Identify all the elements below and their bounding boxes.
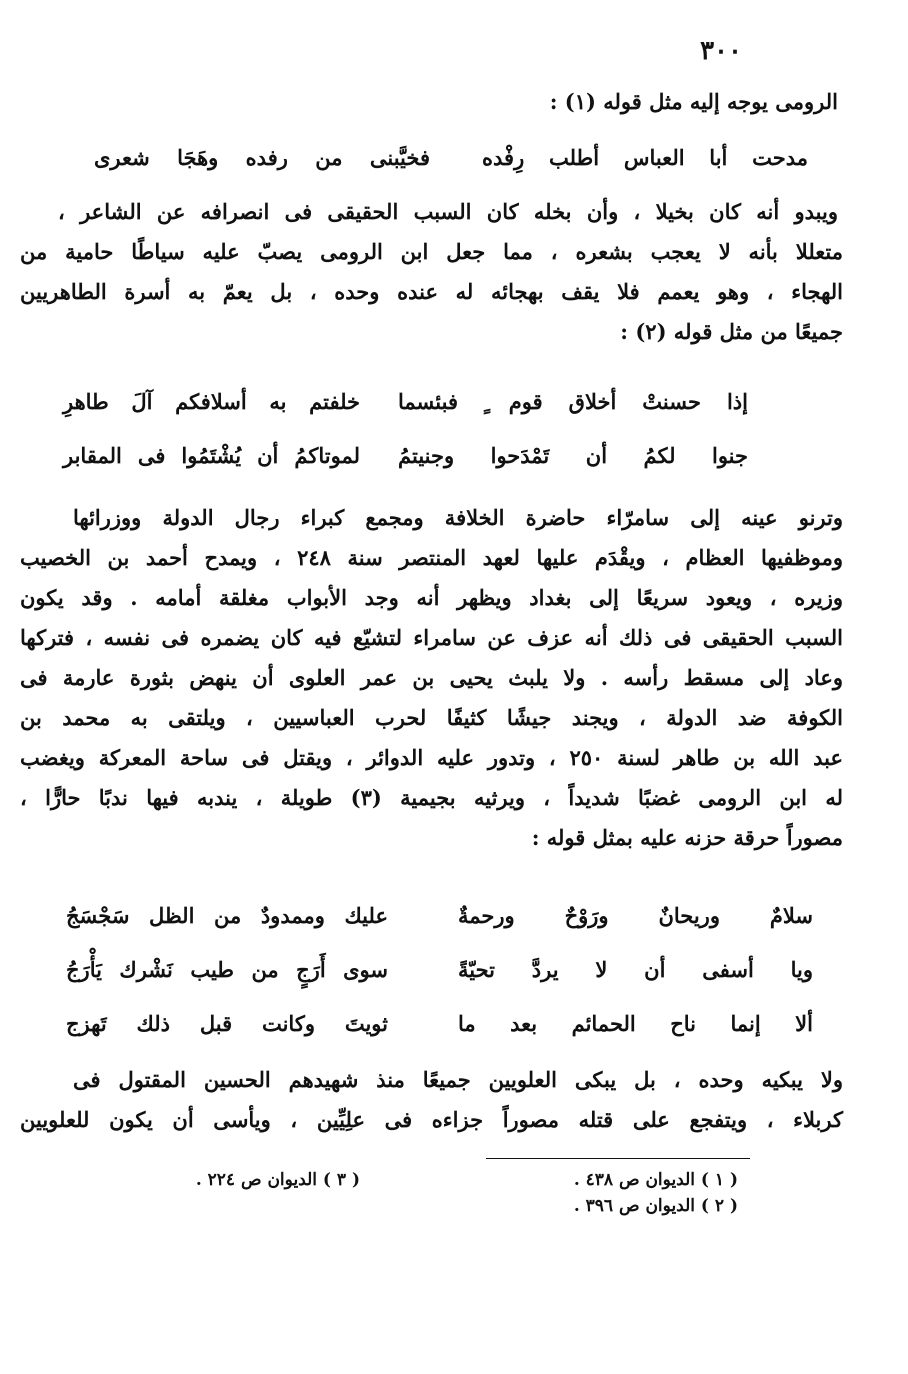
verse-couplet <box>0 900 908 936</box>
verse-second-hemistich: عليك وممدودٌ من الظل سَجْسَجُ <box>66 903 388 928</box>
verse-first-hemistich: ألا إنما ناح الحمائم بعد ما <box>458 1011 813 1036</box>
verse-first-hemistich: مدحت أبا العباس أطلب رِفْده <box>482 145 808 170</box>
verse-second-hemistich: ثويتَ وكانت قبل ذلك تَهزج <box>66 1011 388 1036</box>
verse-couplet <box>0 142 908 176</box>
paragraph-line: متعللا بأنه لا يعجب بشعره ، مما جعل ابن الرومى يصبّ عليه سياطًا حامية من <box>20 239 843 264</box>
paragraph-line: السبب الحقيقى فى ذلك أنه عزف عن سامراء لتشيّع فيه كان يضمره فى نفسه ، فتركها <box>20 625 843 650</box>
verse-first-hemistich: سلامٌ وريحانٌ ورَوْحٌ ورحمةٌ <box>458 903 813 928</box>
paragraph-line: وترنو عينه إلى سامرّاء حاضرة الخلافة ومجمع كبراء رجال الدولة ووزرائها <box>73 505 843 530</box>
paragraph-line: كربلاء ، ويتفجع على قتله مصوراً جزاءه فى علِيِّين ، ويأسى أن يكون للعلويين <box>20 1107 843 1132</box>
footnote-1: ( ١ ) الديوان ص ٤٣٨ . <box>573 1170 738 1190</box>
paragraph-line: ويبدو أنه كان بخيلا ، وأن بخله كان السبب الحقيقى فى انصرافه عن الشاعر ، <box>58 199 838 224</box>
verse-first-hemistich: إذا حسنتْ أخلاق قوم ٍ فبئسما <box>398 389 748 414</box>
paragraph-line: الهجاء ، وهو يعمم فلا يقف بهجائه له عنده وحده ، بل يعمّ به أسرة الطاهريين <box>20 279 843 304</box>
verse-first-hemistich: ويا أسفى أن لا يردَّ تحيّةً <box>458 957 813 982</box>
verse-second-hemistich: فخيَّبنى من رفده وهَجَا شعرى <box>94 145 430 170</box>
paragraph-line: وزيره ، ويعود سريعًا إلى بغداد ويظهر أنه وجد الأبواب مغلقة أمامه . وقد يكون <box>20 585 843 610</box>
verse-couplet <box>0 386 908 422</box>
verse-couplet <box>0 1008 908 1044</box>
paragraph-line: الكوفة ضد الدولة ، ويجند جيشًا كثيفًا لحرب العباسيين ، ويلتقى به محمد بن <box>20 705 843 730</box>
verse-couplet <box>0 440 908 476</box>
paragraph-line: جميعًا من مثل قوله (٢) : <box>620 319 843 344</box>
verse-first-hemistich: جنوا لكمُ أن تَمْدَحوا وجنيتمُ <box>398 443 748 468</box>
verse-second-hemistich: لموتاكمُ أن يُشْتَمُوا فى المقابر <box>63 443 360 468</box>
verse-couplet <box>0 954 908 990</box>
paragraph-line: له ابن الرومى غضبًا شديداً ، ويرثيه بجيمية (٣) طويلة ، يندبه فيها ندبًا حارًّا ، <box>20 785 843 810</box>
paragraph-line: عبد الله بن طاهر لسنة ٢٥٠ ، وتدور عليه الدوائر ، ويقتل فى ساحة المعركة ويغضب <box>20 745 843 770</box>
paragraph-line: وعاد إلى مسقط رأسه . ولا يلبث يحيى بن عمر العلوى أن ينهض بثورة عارمة فى <box>20 665 843 690</box>
footnote-3: ( ٣ ) الديوان ص ٢٢٤ . <box>195 1170 360 1190</box>
footnote-2: ( ٢ ) الديوان ص ٣٩٦ . <box>573 1196 738 1216</box>
intro-line: الرومى يوجه إليه مثل قوله (١) : <box>549 89 838 114</box>
verse-second-hemistich: سوى أَرَجٍ من طيب نَشْرك يَأْرَجُ <box>66 957 388 982</box>
verse-second-hemistich: خلفتم به أسلافكم آلَ طاهرِ <box>63 389 360 414</box>
page-number: ٣٠٠ <box>700 36 742 66</box>
footnote-separator <box>486 1158 750 1159</box>
paragraph-line: وموظفيها العظام ، ويقْدَم عليها لعهد المنتصر سنة ٢٤٨ ، ويمدح أحمد بن الخصيب <box>20 545 843 570</box>
paragraph-line: مصوراً حرقة حزنه عليه بمثل قوله : <box>531 825 843 850</box>
paragraph-line: ولا يبكيه وحده ، بل يبكى العلويين جميعًا منذ شهيدهم الحسين المقتول فى <box>73 1067 843 1092</box>
